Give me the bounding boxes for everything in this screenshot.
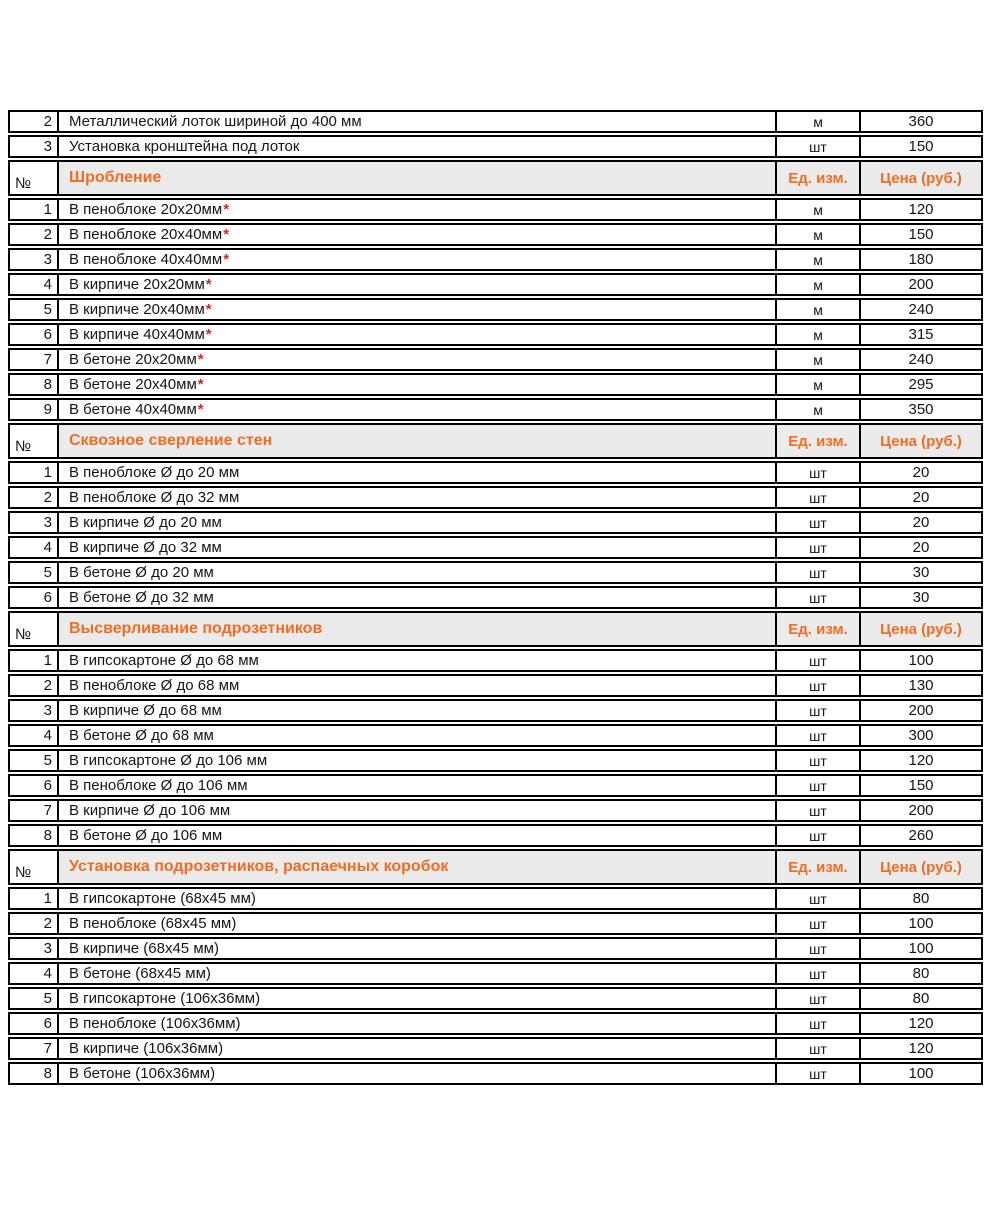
service-description: В гипсокартоне Ø до 106 мм — [69, 752, 268, 769]
service-description: В пеноблоке 20х20мм — [69, 201, 223, 218]
service-description-cell — [59, 588, 775, 607]
price-cell: 200 — [859, 701, 981, 720]
service-description-cell — [59, 776, 775, 795]
price-column-header: Цена (руб.) — [859, 851, 981, 883]
unit-cell: шт — [775, 137, 859, 156]
service-description: В бетоне Ø до 32 мм — [69, 589, 214, 606]
service-description-cell — [59, 137, 775, 156]
service-description: В кирпиче 40х40мм — [69, 326, 205, 343]
price-cell: 80 — [859, 989, 981, 1008]
row-number: 1 — [10, 651, 59, 670]
row-number: 6 — [10, 776, 59, 795]
footnote-asterisk: * — [197, 401, 204, 418]
unit-cell: м — [775, 250, 859, 269]
row-number: 8 — [10, 826, 59, 845]
service-description: В кирпиче 20х20мм — [69, 276, 205, 293]
unit-cell: шт — [775, 1039, 859, 1058]
service-description-cell — [59, 676, 775, 695]
footnote-asterisk: * — [205, 301, 212, 318]
row-number: 7 — [10, 1039, 59, 1058]
service-description-cell — [59, 112, 775, 131]
table-row — [8, 486, 983, 509]
service-description: В бетоне Ø до 106 мм — [69, 827, 223, 844]
service-description: В бетоне (106х36мм) — [69, 1065, 216, 1082]
table-row — [8, 774, 983, 797]
unit-cell: шт — [775, 651, 859, 670]
service-description: В пеноблоке Ø до 20 мм — [69, 464, 240, 481]
unit-cell: шт — [775, 1014, 859, 1033]
unit-cell: шт — [775, 701, 859, 720]
service-description-cell — [59, 463, 775, 482]
price-cell: 80 — [859, 889, 981, 908]
service-description: В гипсокартоне (106х36мм) — [69, 990, 261, 1007]
row-number: 2 — [10, 112, 59, 131]
row-number: 8 — [10, 375, 59, 394]
price-cell: 80 — [859, 964, 981, 983]
price-cell: 360 — [859, 112, 981, 131]
row-number: 6 — [10, 1014, 59, 1033]
unit-cell: шт — [775, 751, 859, 770]
section-title: Сквозное сверление стен — [59, 425, 775, 457]
table-row — [8, 987, 983, 1010]
service-description-cell — [59, 300, 775, 319]
table-row — [8, 110, 983, 133]
unit-cell: шт — [775, 939, 859, 958]
footnote-asterisk: * — [223, 226, 230, 243]
service-description-cell — [59, 375, 775, 394]
price-column-header: Цена (руб.) — [859, 162, 981, 194]
unit-cell: шт — [775, 726, 859, 745]
service-description: В кирпиче Ø до 32 мм — [69, 539, 222, 556]
service-description: Установка кронштейна под лоток — [69, 138, 300, 155]
unit-cell: м — [775, 375, 859, 394]
unit-cell: м — [775, 350, 859, 369]
row-number: 5 — [10, 300, 59, 319]
service-description: В кирпиче (106х36мм) — [69, 1040, 224, 1057]
price-cell: 120 — [859, 1014, 981, 1033]
unit-cell: шт — [775, 889, 859, 908]
price-cell: 350 — [859, 400, 981, 419]
price-cell: 20 — [859, 488, 981, 507]
table-row — [8, 223, 983, 246]
unit-cell: шт — [775, 1064, 859, 1083]
service-description-cell — [59, 513, 775, 532]
service-description-cell — [59, 964, 775, 983]
price-cell: 200 — [859, 801, 981, 820]
service-description-cell — [59, 701, 775, 720]
row-number: 3 — [10, 513, 59, 532]
price-cell: 30 — [859, 588, 981, 607]
price-column-header: Цена (руб.) — [859, 613, 981, 645]
table-row — [8, 699, 983, 722]
price-cell: 30 — [859, 563, 981, 582]
table-row — [8, 398, 983, 421]
section-title: Установка подрозетников, распаечных коробок — [59, 851, 775, 883]
service-description: Металлический лоток шириной до 400 мм — [69, 113, 362, 130]
footnote-asterisk: * — [223, 251, 230, 268]
price-cell: 100 — [859, 651, 981, 670]
table-row — [8, 1037, 983, 1060]
row-number: 4 — [10, 964, 59, 983]
row-number: 3 — [10, 701, 59, 720]
unit-cell: шт — [775, 776, 859, 795]
service-description: В пеноблоке 20х40мм — [69, 226, 223, 243]
service-description: В бетоне Ø до 20 мм — [69, 564, 214, 581]
service-description-cell — [59, 225, 775, 244]
service-description-cell — [59, 200, 775, 219]
price-cell: 295 — [859, 375, 981, 394]
section-title: Шробление — [59, 162, 775, 194]
service-description-cell — [59, 826, 775, 845]
service-description: В бетоне 40х40мм — [69, 401, 197, 418]
num-column-header: № — [10, 162, 59, 194]
table-row — [8, 674, 983, 697]
footnote-asterisk: * — [223, 201, 230, 218]
row-number: 6 — [10, 588, 59, 607]
price-cell: 100 — [859, 939, 981, 958]
table-row — [8, 323, 983, 346]
service-description-cell — [59, 1014, 775, 1033]
price-cell: 200 — [859, 275, 981, 294]
service-description: В бетоне 20х40мм — [69, 376, 197, 393]
section-header-row — [8, 849, 983, 885]
row-number: 2 — [10, 225, 59, 244]
price-cell: 120 — [859, 1039, 981, 1058]
table-row — [8, 135, 983, 158]
service-description-cell — [59, 751, 775, 770]
service-description-cell — [59, 914, 775, 933]
price-cell: 100 — [859, 914, 981, 933]
service-description-cell — [59, 350, 775, 369]
row-number: 3 — [10, 250, 59, 269]
table-row — [8, 649, 983, 672]
footnote-asterisk: * — [197, 376, 204, 393]
unit-cell: шт — [775, 488, 859, 507]
price-cell: 240 — [859, 350, 981, 369]
unit-cell: шт — [775, 914, 859, 933]
table-row — [8, 799, 983, 822]
row-number: 1 — [10, 200, 59, 219]
row-number: 9 — [10, 400, 59, 419]
unit-cell: м — [775, 300, 859, 319]
table-row — [8, 198, 983, 221]
service-description-cell — [59, 400, 775, 419]
unit-cell: м — [775, 112, 859, 131]
service-description-cell — [59, 651, 775, 670]
unit-column-header: Ед. изм. — [775, 851, 859, 883]
unit-cell: шт — [775, 538, 859, 557]
price-cell: 240 — [859, 300, 981, 319]
unit-cell: шт — [775, 676, 859, 695]
row-number: 2 — [10, 914, 59, 933]
row-number: 6 — [10, 325, 59, 344]
price-list-table — [8, 110, 983, 1087]
service-description-cell — [59, 1039, 775, 1058]
unit-cell: м — [775, 325, 859, 344]
row-number: 7 — [10, 801, 59, 820]
table-row — [8, 273, 983, 296]
price-cell: 150 — [859, 137, 981, 156]
table-row — [8, 1012, 983, 1035]
table-row — [8, 586, 983, 609]
service-description: В кирпиче 20х40мм — [69, 301, 205, 318]
table-row — [8, 724, 983, 747]
price-cell: 100 — [859, 1064, 981, 1083]
service-description-cell — [59, 989, 775, 1008]
service-description-cell — [59, 538, 775, 557]
service-description-cell — [59, 275, 775, 294]
service-description: В пеноблоке Ø до 32 мм — [69, 489, 240, 506]
service-description: В бетоне (68х45 мм) — [69, 965, 211, 982]
price-cell: 120 — [859, 200, 981, 219]
price-column-header: Цена (руб.) — [859, 425, 981, 457]
service-description: В пеноблоке (68х45 мм) — [69, 915, 237, 932]
price-cell: 20 — [859, 538, 981, 557]
unit-cell: шт — [775, 513, 859, 532]
table-row — [8, 298, 983, 321]
table-row — [8, 937, 983, 960]
table-row — [8, 511, 983, 534]
section-header-row — [8, 423, 983, 459]
row-number: 8 — [10, 1064, 59, 1083]
row-number: 7 — [10, 350, 59, 369]
section-header-row — [8, 160, 983, 196]
service-description-cell — [59, 325, 775, 344]
service-description: В кирпиче Ø до 68 мм — [69, 702, 222, 719]
table-row — [8, 912, 983, 935]
service-description-cell — [59, 889, 775, 908]
unit-cell: шт — [775, 563, 859, 582]
section-title: Высверливание подрозетников — [59, 613, 775, 645]
price-cell: 20 — [859, 463, 981, 482]
footnote-asterisk: * — [205, 326, 212, 343]
service-description: В кирпиче Ø до 20 мм — [69, 514, 222, 531]
unit-column-header: Ед. изм. — [775, 162, 859, 194]
unit-cell: м — [775, 225, 859, 244]
row-number: 2 — [10, 488, 59, 507]
unit-cell: шт — [775, 463, 859, 482]
row-number: 5 — [10, 989, 59, 1008]
unit-cell: шт — [775, 588, 859, 607]
row-number: 4 — [10, 275, 59, 294]
price-cell: 260 — [859, 826, 981, 845]
footnote-asterisk: * — [197, 351, 204, 368]
unit-cell: шт — [775, 801, 859, 820]
row-number: 5 — [10, 751, 59, 770]
unit-cell: м — [775, 275, 859, 294]
unit-cell: шт — [775, 964, 859, 983]
price-cell: 315 — [859, 325, 981, 344]
row-number: 3 — [10, 939, 59, 958]
unit-column-header: Ед. изм. — [775, 613, 859, 645]
price-cell: 180 — [859, 250, 981, 269]
service-description: В гипсокартоне Ø до 68 мм — [69, 652, 259, 669]
service-description: В бетоне Ø до 68 мм — [69, 727, 214, 744]
service-description: В бетоне 20х20мм — [69, 351, 197, 368]
table-row — [8, 373, 983, 396]
unit-cell: м — [775, 400, 859, 419]
service-description-cell — [59, 801, 775, 820]
row-number: 3 — [10, 137, 59, 156]
table-row — [8, 1062, 983, 1085]
service-description-cell — [59, 563, 775, 582]
unit-column-header: Ед. изм. — [775, 425, 859, 457]
num-column-header: № — [10, 613, 59, 645]
table-row — [8, 887, 983, 910]
table-row — [8, 824, 983, 847]
num-column-header: № — [10, 425, 59, 457]
section-header-row — [8, 611, 983, 647]
unit-cell: шт — [775, 989, 859, 1008]
row-number: 5 — [10, 563, 59, 582]
service-description: В кирпиче Ø до 106 мм — [69, 802, 231, 819]
service-description-cell — [59, 726, 775, 745]
unit-cell: шт — [775, 826, 859, 845]
price-cell: 20 — [859, 513, 981, 532]
price-cell: 130 — [859, 676, 981, 695]
unit-cell: м — [775, 200, 859, 219]
service-description-cell — [59, 1064, 775, 1083]
price-cell: 300 — [859, 726, 981, 745]
num-column-header: № — [10, 851, 59, 883]
row-number: 2 — [10, 676, 59, 695]
price-cell: 150 — [859, 776, 981, 795]
service-description-cell — [59, 488, 775, 507]
service-description-cell — [59, 939, 775, 958]
price-cell: 150 — [859, 225, 981, 244]
row-number: 1 — [10, 463, 59, 482]
service-description: В пеноблоке 40х40мм — [69, 251, 223, 268]
table-row — [8, 348, 983, 371]
table-row — [8, 461, 983, 484]
table-row — [8, 749, 983, 772]
row-number: 4 — [10, 726, 59, 745]
service-description: В пеноблоке Ø до 106 мм — [69, 777, 248, 794]
table-row — [8, 248, 983, 271]
service-description-cell — [59, 250, 775, 269]
service-description: В пеноблоке Ø до 68 мм — [69, 677, 240, 694]
service-description: В кирпиче (68х45 мм) — [69, 940, 219, 957]
service-description: В пеноблоке (106х36мм) — [69, 1015, 241, 1032]
row-number: 1 — [10, 889, 59, 908]
service-description: В гипсокартоне (68х45 мм) — [69, 890, 256, 907]
table-row — [8, 561, 983, 584]
footnote-asterisk: * — [205, 276, 212, 293]
table-row — [8, 962, 983, 985]
table-row — [8, 536, 983, 559]
price-cell: 120 — [859, 751, 981, 770]
row-number: 4 — [10, 538, 59, 557]
